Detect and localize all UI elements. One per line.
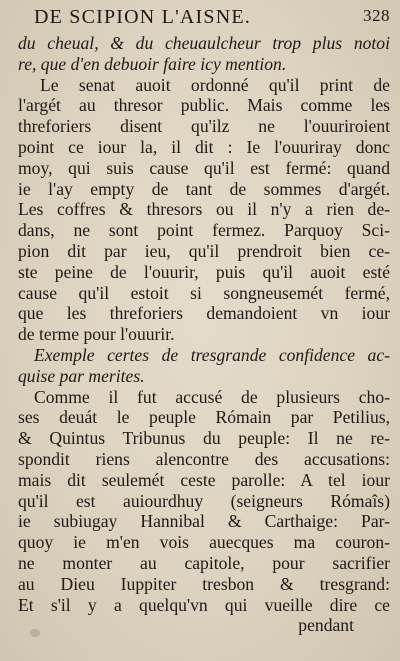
text-line-content: Exemple certes de tresgrande confidence ac- [34, 344, 390, 365]
text-line-content: point ce iour la, il dit : Ie l'ouuriray donc [18, 136, 390, 157]
text-line [18, 511, 390, 532]
page-number: 328 [363, 6, 390, 25]
text-line [18, 532, 390, 553]
text-line-content: ste peine de l'ouurir, puis qu'il auoit esté [18, 261, 390, 282]
text-line [18, 95, 390, 116]
text-line [18, 428, 390, 449]
text-line-content: dans, ne sont point fermez. Parquoy Sci- [18, 220, 390, 241]
running-head: DE SCIPION L'AISNE. [34, 6, 251, 28]
text-line [18, 387, 390, 408]
text-line-content: Comme il fut accusé de plusieurs cho- [34, 386, 390, 407]
text-line-content: & Quintus Tribunus du peuple: Il ne re- [18, 428, 390, 449]
text-line-content: quoy ie m'en vois auecques ma couron- [18, 532, 390, 553]
text-line-content: au Dieu Iuppiter tresbon & tresgrand: [18, 573, 390, 594]
text-line [18, 75, 390, 96]
text-line-content: qu'il est auiourdhuy (seigneurs Rómaîs) [18, 490, 390, 511]
text-line-content: Et s'il y a quelqu'vn qui vueille dire ce [18, 594, 390, 615]
text-line-content: pendant [298, 615, 354, 636]
text-line [18, 220, 390, 241]
text-line [18, 366, 390, 387]
text-line [18, 470, 390, 491]
text-line [18, 116, 390, 137]
text-line-content: quise par merites. [18, 365, 145, 386]
text-line-content: ie subiugay Hannibal & Carthaige: Par- [18, 511, 390, 532]
text-line-content: de terme pour l'ouurir. [18, 324, 175, 345]
ink-smudge [30, 629, 40, 637]
text-line-content: l'argét au thresor public. Mais comme les [18, 95, 390, 116]
text-line-content: pion dit par ieu, qu'il prendroit bien ce- [18, 240, 390, 261]
text-line-content: mais dit seulemét ceste parolle: A tel iour [18, 469, 390, 490]
text-line-content: du cheual, & du cheuaulcheur trop plus notoi [18, 33, 390, 53]
text-line [18, 33, 390, 54]
text-line-content: threforiers disent qu'ilz ne l'ouuriroient [18, 116, 390, 137]
text-line-content: spondit riens alencontre des accusations: [18, 448, 390, 469]
text-line [18, 615, 390, 636]
text-line-content: cause qu'il estoit si songneusemét fermé, [18, 282, 390, 303]
text-line-content: Le senat auoit ordonné qu'il print de [40, 74, 390, 95]
text-line [18, 407, 390, 428]
text-line [18, 54, 390, 75]
text-line [18, 574, 390, 595]
page-header [22, 6, 390, 32]
text-line [18, 283, 390, 304]
text-line-content: ie l'ay empty de tant de sommes d'argét. [18, 178, 390, 199]
text-line [18, 179, 390, 200]
text-line [18, 262, 390, 283]
text-line-content: que les threforiers demandoient vn iour [18, 303, 390, 324]
body-text [18, 33, 390, 636]
text-line-content: ses deuát le peuple Rómain par Petilius, [18, 407, 390, 428]
text-line-content: moy, qui suis cause qu'il est fermé: quand [18, 157, 390, 178]
text-line [18, 449, 390, 470]
text-line [18, 158, 390, 179]
text-line [18, 553, 390, 574]
text-line-content: ne monter au capitole, pour sacrifier [18, 552, 390, 573]
text-line-content: re, que d'en debuoir faire icy mention. [18, 53, 287, 74]
text-line [18, 199, 390, 220]
text-line-content: Les coffres & thresors ou il n'y a rien de- [18, 199, 390, 220]
text-line [18, 303, 390, 324]
text-line [18, 324, 390, 345]
text-line [18, 241, 390, 262]
text-line [18, 137, 390, 158]
text-line [18, 345, 390, 366]
text-line [18, 595, 390, 616]
text-line [18, 491, 390, 512]
